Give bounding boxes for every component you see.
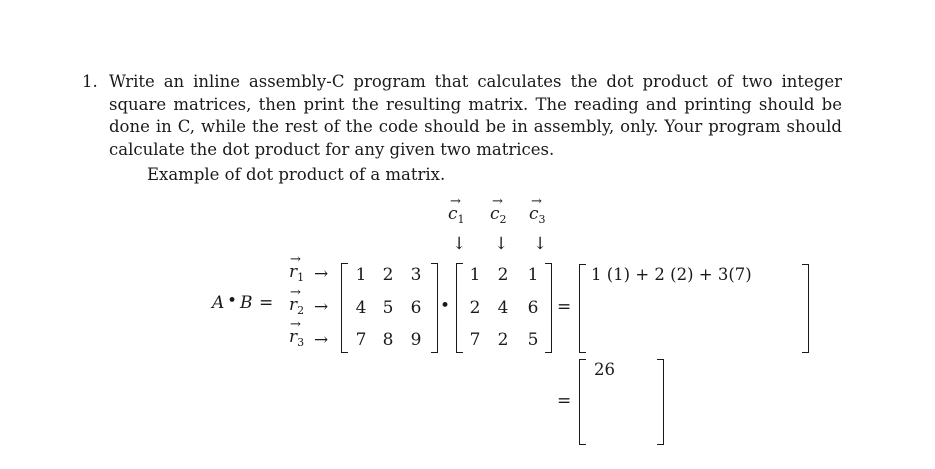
matrix-a-cell: 1 [355, 265, 367, 285]
row-arrow-2: → [314, 297, 329, 317]
vec-arrow-c3: → [531, 194, 542, 209]
matrix-b-cell: 2 [469, 298, 481, 318]
row-vector-1: $r_1$ [289, 262, 305, 284]
matrix-b-cell: 2 [497, 330, 509, 350]
matrix-b-cell: 1 [527, 265, 539, 285]
matrix-a-cell: 2 [382, 265, 394, 285]
question-text: Write an inline assembly-C program that calculates the dot product of two integer square matrices, then print the resulting matrix. The reading and printing should be done in C, while the rest of the code should be in assembly, only. Your program should calculate the dot product for any given two matrices. [109, 72, 842, 159]
multiply-dot: • [440, 296, 451, 316]
vec-arrow-r3: → [290, 317, 301, 332]
example-caption: Example of dot product of a matrix. [147, 165, 446, 184]
matrix-a-cell: 3 [410, 265, 422, 285]
result-2-right-bracket [657, 359, 664, 445]
vec-arrow-r2: → [290, 285, 301, 300]
matrix-b-cell: 1 [469, 265, 481, 285]
result-1-entry: 1 (1) + 2 (2) + 3(7) [591, 265, 752, 284]
matrix-b-cell: 6 [527, 298, 539, 318]
lhs-b: B [240, 293, 253, 313]
matrix-b-left-bracket [456, 263, 463, 353]
lhs-dot: • [227, 291, 238, 311]
matrix-a-cell: 6 [410, 298, 422, 318]
col-arrow-3: ↓ [533, 234, 548, 254]
matrix-b-cell: 7 [469, 330, 481, 350]
row-arrow-3: → [314, 330, 329, 350]
row-vector-2: $r_2$ [289, 295, 305, 317]
result-equals-2: = [557, 391, 572, 411]
matrix-b-cell: 4 [497, 298, 509, 318]
vec-arrow-c1: → [450, 194, 461, 209]
vec-arrow-r1: → [290, 252, 301, 267]
result-2-left-bracket [579, 359, 586, 445]
col-arrow-2: ↓ [494, 234, 509, 254]
result-2-entry: 26 [594, 360, 615, 379]
lhs-equals: = [259, 293, 274, 313]
result-1-right-bracket [802, 264, 809, 353]
matrix-a-cell: 4 [355, 298, 367, 318]
matrix-b-cell: 2 [497, 265, 509, 285]
col-vector-1: $c_1$ [448, 204, 465, 226]
col-vector-2: $c_2$ [490, 204, 507, 226]
col-vector-3: $c_3$ [529, 204, 546, 226]
col-arrow-1: ↓ [452, 234, 467, 254]
matrix-a-cell: 7 [355, 330, 367, 350]
matrix-a-cell: 8 [382, 330, 394, 350]
matrix-a-left-bracket [341, 263, 348, 353]
question-number: 1. [82, 72, 98, 91]
matrix-a-cell: 5 [382, 298, 394, 318]
matrix-b-cell: 5 [527, 330, 539, 350]
result-1-left-bracket [579, 264, 586, 353]
matrix-a-right-bracket [431, 263, 438, 353]
lhs-a: A [212, 293, 225, 313]
row-vector-3: $r_3$ [289, 327, 305, 349]
vec-arrow-c2: → [492, 194, 503, 209]
matrix-b-right-bracket [545, 263, 552, 353]
row-arrow-1: → [314, 264, 329, 284]
result-equals-1: = [557, 297, 572, 317]
matrix-a-cell: 9 [410, 330, 422, 350]
